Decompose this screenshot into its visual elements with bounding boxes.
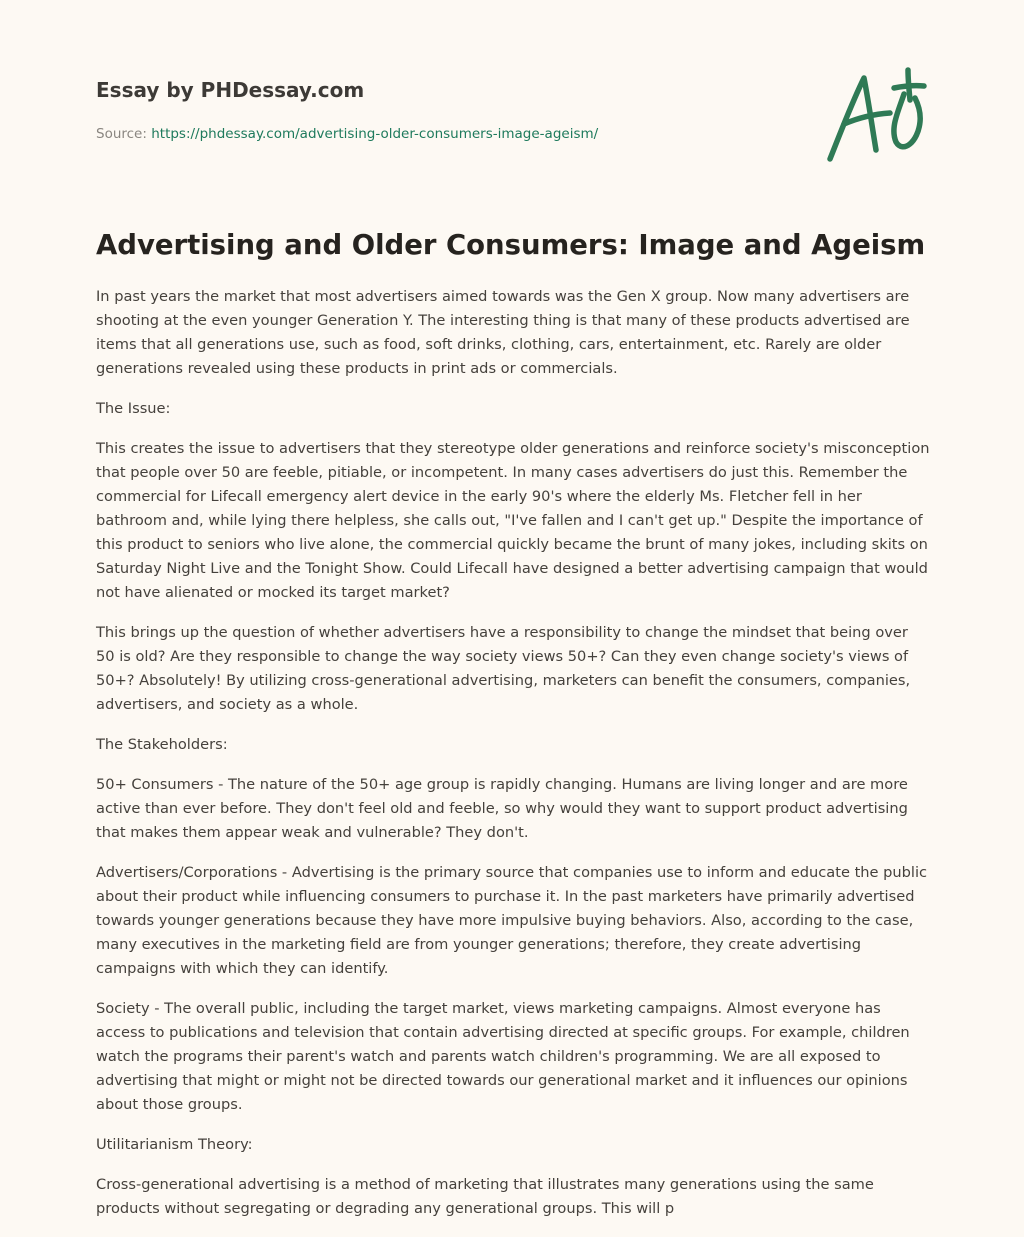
source-line: [96, 124, 796, 144]
essay-paragraph: Cross-generational advertising is a method of marketing that illustrates many generations using the same products without segregating or degrading any generational groups. This will p: [96, 1176, 874, 1217]
page-header: [96, 74, 796, 144]
section-heading-issue: The Issue:: [96, 400, 171, 417]
essay-paragraph: This creates the issue to advertisers that they stereotype older generations and reinforce society's misconception that people over 50 are feeble, pitiable, or incompetent. In many cases advertisers do just this. Remember the commercial for Lifecall emergency alert device in the early 90's where the elderly Ms. Fletcher fell in her bathroom and, while lying there helpless, she calls out, "I've fallen and I can't get up." Despite the importance of this product to seniors who live alone, the commercial quickly became the brunt of many jokes, including skits on Saturday Night Live and the Tonight Show. Could Lifecall have designed a better advertising campaign that would not have alienated or mocked its target market?: [96, 440, 930, 601]
essay-paragraph: In past years the market that most advertisers aimed towards was the Gen X group. Now many advertisers are shooting at the even younger Generation Y. The interesting thing is that many of these products advertised are items that all generations use, such as food, soft drinks, clothing, cars, entertainment, etc. Rarely are older generations revealed using these products in print ads or commercials.: [96, 288, 910, 377]
essay-paragraph: 50+ Consumers - The nature of the 50+ age group is rapidly changing. Humans are living longer and are more active than ever before. They don't feel old and feeble, so why would they want to support product advertising that makes them appear weak and vulnerable? They don't.: [96, 776, 908, 841]
section-heading-stakeholders: The Stakeholders:: [96, 736, 228, 753]
source-link[interactable]: https://phdessay.com/advertising-older-consumers-image-ageism/: [151, 126, 599, 142]
essay-paragraph: This brings up the question of whether advertisers have a responsibility to change the mindset that being over 50 is old? Are they responsible to change the way society views 50+? Can they even change society's views of 50+? Absolutely! By utilizing cross-generational advertising, marketers can benefit the consumers, companies, advertisers, and society as a whole.: [96, 624, 911, 713]
site-brand: Essay by PHDessay.com: [96, 78, 365, 102]
essay-body: [96, 285, 930, 1237]
source-label: Source:: [96, 126, 147, 142]
essay-paragraph: Society - The overall public, including the target market, views marketing campaigns. Almost everyone has access to publications and television that contain advertising directed at specific groups. For example, children watch the programs their parent's watch and parents watch children's programming. We are all exposed to advertising that might or might not be directed towards our generational market and it influences our opinions about those groups.: [96, 1000, 910, 1113]
essay-title: Advertising and Older Consumers: Image and Ageism: [96, 229, 926, 261]
section-heading-utilitarianism: Utilitarianism Theory:: [96, 1136, 253, 1153]
a-plus-grade-icon: [820, 64, 930, 168]
essay-paragraph: Advertisers/Corporations - Advertising is the primary source that companies use to inform and educate the public about their product while influencing consumers to purchase it. In the past marketers have primarily advertised towards younger generations because they have more impulsive buying behaviors. Also, according to the case, many executives in the marketing field are from younger generations; therefore, they create advertising campaigns with which they can identify.: [96, 864, 928, 977]
